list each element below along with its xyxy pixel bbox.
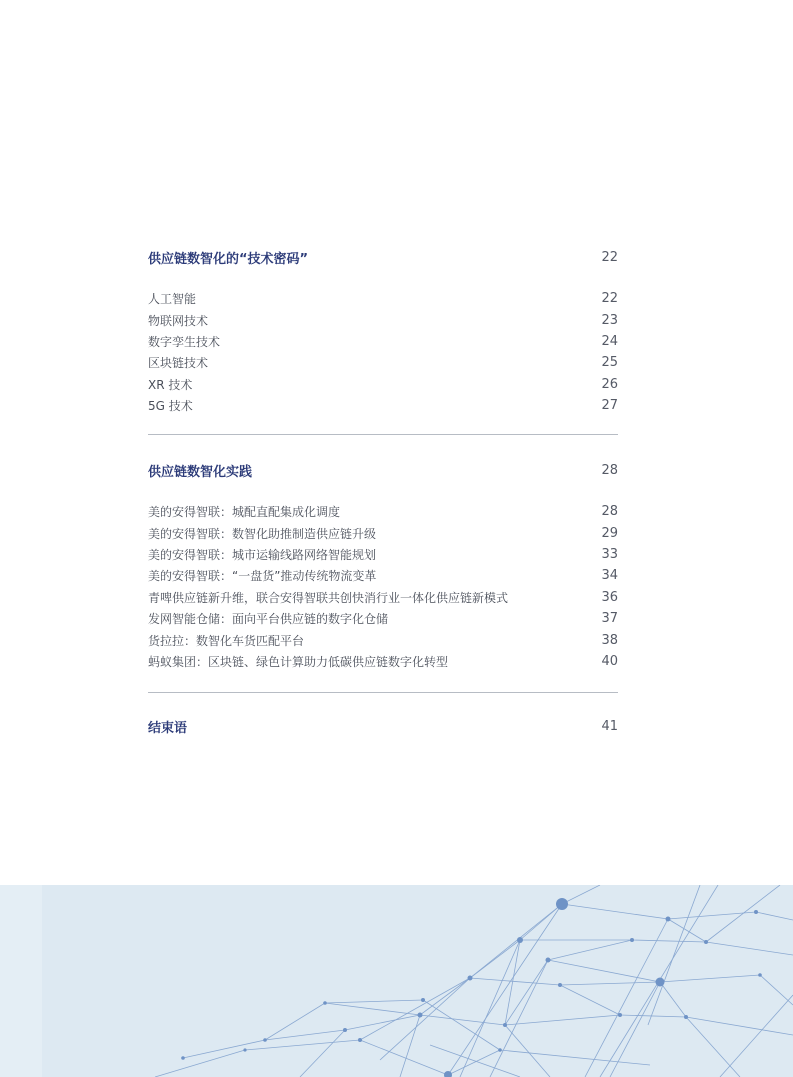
toc-item[interactable] [148,629,618,650]
toc-item-page: 40 [601,653,618,669]
toc-item[interactable] [148,395,618,416]
toc-item-page: 36 [601,589,618,605]
toc-item[interactable] [148,501,618,522]
toc-item[interactable] [148,565,618,586]
toc-item-label: 货拉拉：数智化车货匹配平台 [148,633,305,648]
toc-item-label: 物联网技术 [148,313,209,328]
toc-item[interactable] [148,288,618,309]
toc-heading-title: 供应链数智化实践 [148,464,253,480]
toc-item-label: 人工智能 [148,292,197,307]
toc-item-label: 美的安得智联：“一盘货”推动传统物流变革 [148,569,377,584]
toc-item-page: 26 [601,376,618,392]
network-decoration [0,885,793,1077]
toc-item[interactable] [148,608,618,629]
toc-heading-page: 28 [601,462,618,478]
toc-heading-page: 41 [601,718,618,734]
toc-item-page: 28 [601,504,618,520]
toc-heading-title: 供应链数智化的“技术密码” [148,251,309,267]
toc-item-page: 23 [601,312,618,328]
toc-heading-page: 22 [601,249,618,265]
toc-item-label: 青啤供应链新升维，联合安得智联共创快消行业一体化供应链新模式 [148,590,509,605]
toc-section-tech [148,246,618,416]
toc-divider [148,692,618,693]
toc-section-practice [148,459,618,672]
toc-item-label: XR 技术 [148,377,193,392]
toc-heading[interactable] [148,715,618,737]
toc-item-page: 38 [601,632,618,648]
toc-item-page: 34 [601,568,618,584]
toc-item-label: 区块链技术 [148,356,209,371]
toc-item-page: 37 [601,611,618,627]
toc-item-label: 蚂蚁集团：区块链、绿色计算助力低碳供应链数字化转型 [148,654,449,669]
toc-heading[interactable] [148,246,618,268]
toc-section-conclusion [148,715,618,737]
toc-item[interactable] [148,544,618,565]
toc-heading[interactable] [148,459,618,481]
toc-item-page: 25 [601,355,618,371]
toc-heading-title: 结束语 [148,720,188,736]
toc-item-label: 数字孪生技术 [148,334,221,349]
toc-item-label: 5G 技术 [148,399,193,414]
toc-item-label: 发网智能仓储：面向平台供应链的数字化仓储 [148,612,389,627]
toc-item[interactable] [148,352,618,373]
toc-item[interactable] [148,331,618,352]
toc-item-label: 美的安得智联：数智化助推制造供应链升级 [148,526,377,541]
toc-divider [148,434,618,435]
toc-item-page: 24 [601,333,618,349]
toc-item[interactable] [148,651,618,672]
toc-item-page: 29 [601,525,618,541]
toc-item-label: 美的安得智联：城配直配集成化调度 [148,505,341,520]
toc-item[interactable] [148,522,618,543]
toc-item[interactable] [148,374,618,395]
toc-item[interactable] [148,309,618,330]
toc-item-label: 美的安得智联：城市运输线路网络智能规划 [148,547,377,562]
toc-item[interactable] [148,587,618,608]
toc-item-page: 33 [601,546,618,562]
toc-item-page: 27 [601,398,618,414]
toc-item-page: 22 [601,291,618,307]
